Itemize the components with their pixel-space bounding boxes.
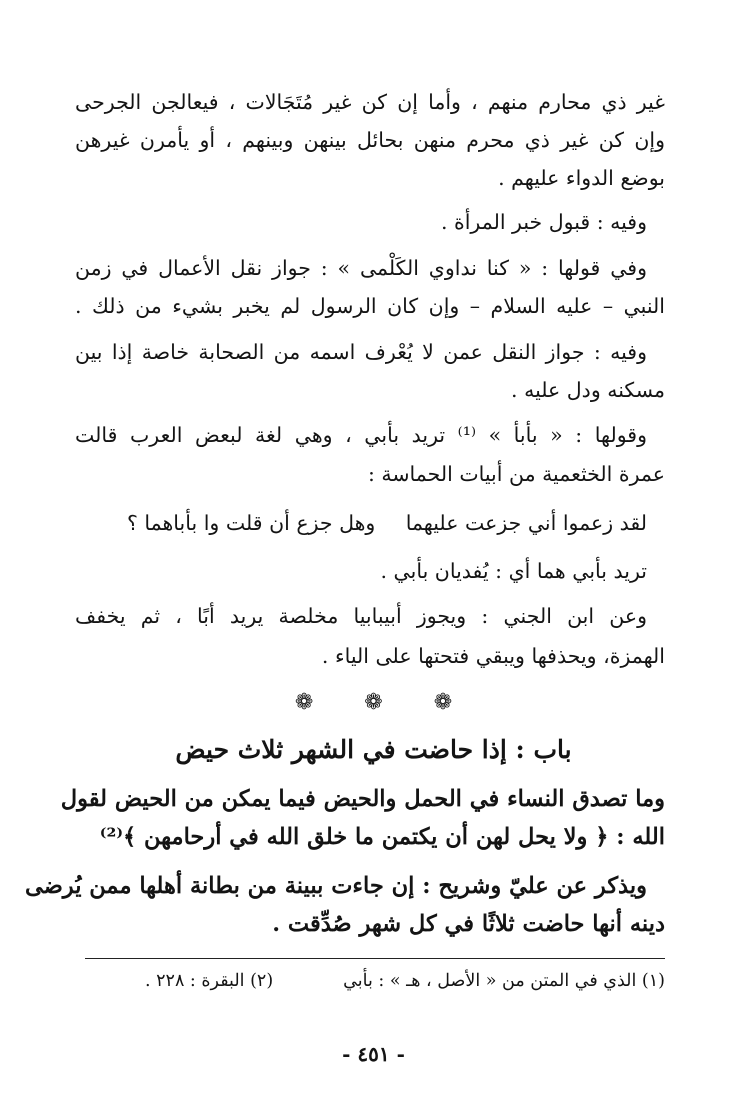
separator-star-icon: ❁ [433,690,453,715]
poem-first-hemistich: لقد زعموا أني جزعت عليهما [405,511,647,535]
text-line-8: مسكنه ودل عليه . [511,378,665,402]
text-line-7: وفيه : جواز النقل عمن لا يُعْرف اسمه من الصحابة خاصة إذا بين [75,340,647,364]
page-number: - ٤٥١ - [342,1042,405,1066]
text-line-4: وفيه : قبول خبر المرأة . [440,210,647,234]
section-separator [0,690,747,715]
footnote-divider [85,958,665,959]
text-line-2: وإن كن غير ذي محرم منهن بحائل بينهن وبينهم ، أو يأمرن غيرهن [75,128,665,152]
text-line-9: وقولها : « بأبأ » ⁽¹⁾ تريد بأبي ، وهي لغة لبعض العرب قالت [75,423,648,447]
chapter-subtitle-line-1: وما تصدق النساء في الحمل والحيض فيما يمكن من الحيض لقول [60,786,665,812]
text-line-5: وفي قولها : « كنا نداوي الكَلْمى » : جواز نقل الأعمال في زمن [75,256,647,280]
chapter-body-line-2: دينه أنها حاضت ثلاثًا في كل شهر صُدِّقت . [272,911,665,937]
footnote-2: (٢) البقرة : ٢٢٨ . [145,971,274,991]
text-line-6: النبي – عليه السلام – وإن كان الرسول لم يخبر بشيء من ذلك . [75,294,665,318]
text-line-1: غير ذي محارم منهم ، وأما إن كن غير مُتَجَالات ، فيعالجن الجرحى [75,90,665,114]
separator-star-icon: ❁ [294,690,314,715]
separator-star-icon: ❁ [364,690,383,715]
after-poem-line-3: الهمزة، ويحذفها ويبقي فتحتها على الياء . [321,644,665,668]
after-poem-line-1: تريد بأبي هما أي : يُفديان بأبي . [380,559,647,583]
text-line-3: بوضع الدواء عليهم . [498,166,665,190]
poem-second-hemistich: وهل جزع أن قلت وا بأباهما ؟ [127,511,376,535]
chapter-title: باب : إذا حاضت في الشهر ثلاث حيض [175,735,572,764]
footnote-1: (١) الذي في المتن من « الأصل ، هـ » : بأبي [343,971,665,991]
text-line-10: عمرة الخثعمية من أبيات الحماسة : [367,462,665,486]
after-poem-line-2: وعن ابن الجني : ويجوز أبيبابيا مخلصة يريد أبًا ، ثم يخفف [75,604,647,628]
chapter-body-line-1: ويذكر عن عليّ وشريح : إن جاءت ببينة من بطانة أهلها ممن يُرضى [24,873,647,899]
chapter-subtitle-line-2: الله : ﴿ ولا يحل لهن أن يكتمن ما خلق الله في أرحامهن ﴾⁽²⁾ [99,824,665,850]
